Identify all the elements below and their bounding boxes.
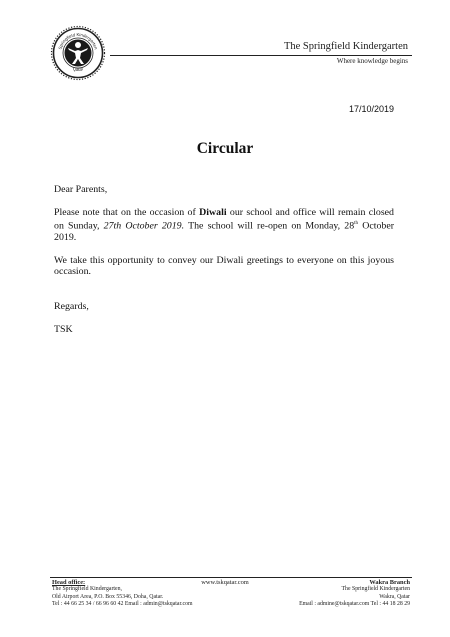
header-divider: [110, 55, 412, 56]
branch-label: Wakra Branch: [369, 579, 410, 586]
document-date: 17/10/2019: [348, 104, 394, 114]
signature: TSK: [54, 324, 73, 336]
footer-head-office: Head office: The Springfield Kindergarten, Old Airport Area, P.O. Box 55346, Doha, Qatar. Tel : 44 66 25 34 / 66 96 60 42 Email : admin@tskqatar.com: [52, 579, 193, 607]
paragraph-greetings: We take this opportunity to convey our Diwali greetings to everyone on this joyous occasion.: [54, 254, 394, 278]
svg-text:Qatar: Qatar: [72, 66, 84, 73]
school-name: The Springfield Kindergarten: [283, 41, 408, 52]
footer-divider: [50, 577, 412, 578]
svg-text:Springfield Kindergarten: Springfield Kindergarten: [57, 31, 99, 50]
greeting: Dear Parents,: [54, 184, 108, 195]
holiday-name: Diwali: [199, 206, 227, 218]
footer-branch: Wakra Branch The Springfield Kindergarten Wakra, Qatar Email : admine@tskqatar.com Tel : 44 18 28 29: [299, 579, 410, 607]
document-title: Circular: [196, 140, 254, 157]
regards: Regards,: [54, 300, 89, 312]
paragraph-closure-notice: Please note that on the occasion of Diwali our school and office will remain closed on Sunday, 27th October 2019. The school will re-open on Monday, 28th October 2019.: [54, 206, 395, 244]
footer-website[interactable]: www.tskqatar.com: [201, 579, 249, 586]
school-logo: [50, 25, 106, 81]
tagline: Where knowledge begins: [336, 57, 408, 65]
letter-body: [54, 184, 394, 336]
head-office-label: Head office:: [52, 579, 86, 586]
closure-date: 27th October 2019.: [103, 220, 185, 232]
